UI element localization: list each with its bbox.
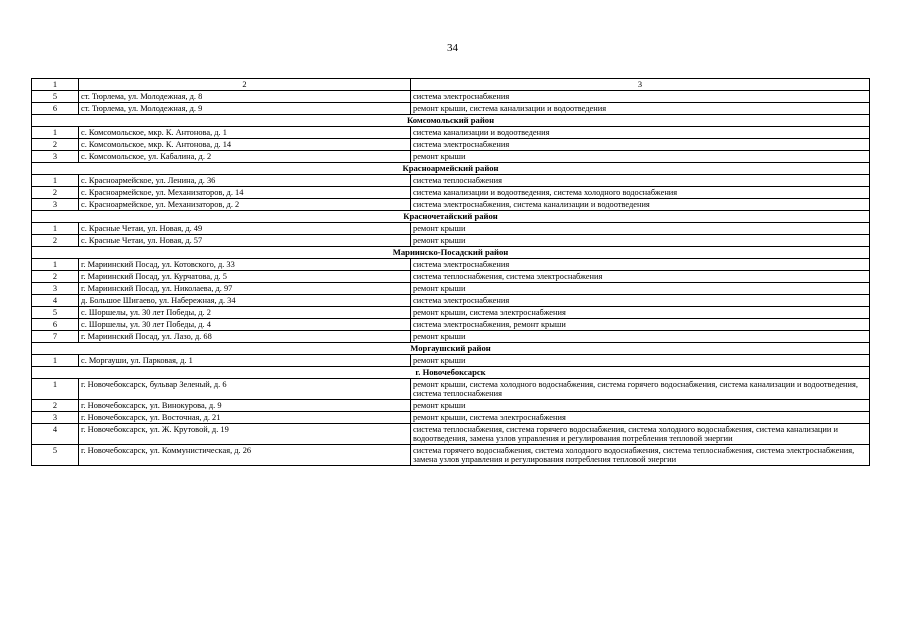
district-heading: Красночетайский район	[32, 211, 870, 223]
table-row	[32, 127, 870, 139]
table-row	[32, 307, 870, 319]
header-cell-address: 2	[79, 79, 411, 91]
district-heading-row	[32, 367, 870, 379]
works-cell: система теплоснабжения, система электроснабжения	[411, 271, 870, 283]
row-number-cell: 2	[32, 235, 79, 247]
address-cell: г. Новочебоксарск, ул. Винокурова, д. 9	[79, 400, 411, 412]
works-cell: система электроснабжения	[411, 295, 870, 307]
table-row	[32, 412, 870, 424]
table-row	[32, 103, 870, 115]
address-cell: г. Новочебоксарск, бульвар Зеленый, д. 6	[79, 379, 411, 400]
page-number: 34	[447, 42, 458, 54]
table-row	[32, 235, 870, 247]
address-cell: с. Моргауши, ул. Парковая, д. 1	[79, 355, 411, 367]
address-cell: с. Комсомольское, ул. Кабалина, д. 2	[79, 151, 411, 163]
works-cell: ремонт крыши	[411, 151, 870, 163]
table-row	[32, 175, 870, 187]
table-row	[32, 187, 870, 199]
works-cell: система электроснабжения, система канализации и водоотведения	[411, 199, 870, 211]
address-cell: с. Красные Четаи, ул. Новая, д. 49	[79, 223, 411, 235]
works-cell: система канализации и водоотведения, система холодного водоснабжения	[411, 187, 870, 199]
works-cell: система теплоснабжения	[411, 175, 870, 187]
table-row	[32, 139, 870, 151]
table-row	[32, 319, 870, 331]
address-cell: ст. Тюрлема, ул. Молодежная, д. 8	[79, 91, 411, 103]
address-cell: с. Комсомольское, мкр. К. Антонова, д. 1	[79, 127, 411, 139]
district-heading: Красноармейский район	[32, 163, 870, 175]
row-number-cell: 1	[32, 127, 79, 139]
district-heading-row	[32, 163, 870, 175]
works-cell: ремонт крыши	[411, 235, 870, 247]
header-cell-number: 1	[32, 79, 79, 91]
address-cell: с. Шоршелы, ул. 30 лет Победы, д. 2	[79, 307, 411, 319]
row-number-cell: 1	[32, 175, 79, 187]
table-row	[32, 259, 870, 271]
header-row	[32, 79, 870, 91]
address-cell: с. Комсомольское, мкр. К. Антонова, д. 14	[79, 139, 411, 151]
row-number-cell: 2	[32, 187, 79, 199]
district-heading: г. Новочебоксарск	[32, 367, 870, 379]
row-number-cell: 1	[32, 223, 79, 235]
works-cell: ремонт крыши, система канализации и водоотведения	[411, 103, 870, 115]
address-cell: г. Мариинский Посад, ул. Курчатова, д. 5	[79, 271, 411, 283]
works-cell: ремонт крыши	[411, 283, 870, 295]
table-row	[32, 331, 870, 343]
works-cell: ремонт крыши	[411, 223, 870, 235]
row-number-cell: 6	[32, 103, 79, 115]
row-number-cell: 2	[32, 400, 79, 412]
works-cell: система электроснабжения, ремонт крыши	[411, 319, 870, 331]
address-cell: г. Мариинский Посад, ул. Котовского, д. 33	[79, 259, 411, 271]
address-cell: г. Мариинский Посад, ул. Николаева, д. 97	[79, 283, 411, 295]
header-cell-works: 3	[411, 79, 870, 91]
row-number-cell: 3	[32, 412, 79, 424]
address-cell: с. Красноармейское, ул. Механизаторов, д. 14	[79, 187, 411, 199]
district-heading: Мариинско-Посадский район	[32, 247, 870, 259]
works-cell: ремонт крыши	[411, 331, 870, 343]
works-cell: система теплоснабжения, система горячего водоснабжения, система холодного водоснабжения, система канализации и водоотведения, замена узлов управления и регулирования потребления тепловой энергии	[411, 424, 870, 445]
row-number-cell: 1	[32, 259, 79, 271]
works-cell: ремонт крыши	[411, 355, 870, 367]
table-body	[32, 79, 870, 466]
row-number-cell: 3	[32, 199, 79, 211]
address-cell: г. Новочебоксарск, ул. Ж. Крутовой, д. 19	[79, 424, 411, 445]
table-row	[32, 91, 870, 103]
works-cell: система электроснабжения	[411, 259, 870, 271]
row-number-cell: 1	[32, 379, 79, 400]
row-number-cell: 1	[32, 355, 79, 367]
works-cell: система канализации и водоотведения	[411, 127, 870, 139]
table-row	[32, 151, 870, 163]
address-cell: г. Новочебоксарск, ул. Восточная, д. 21	[79, 412, 411, 424]
district-heading-row	[32, 343, 870, 355]
row-number-cell: 6	[32, 319, 79, 331]
works-cell: ремонт крыши, система электроснабжения	[411, 307, 870, 319]
table-row	[32, 223, 870, 235]
works-cell: система электроснабжения	[411, 139, 870, 151]
works-cell: система электроснабжения	[411, 91, 870, 103]
works-cell: система горячего водоснабжения, система холодного водоснабжения, система теплоснабжения, система электроснабжения, замена узлов управления и регулирования потребления тепловой энергии	[411, 445, 870, 466]
row-number-cell: 5	[32, 307, 79, 319]
works-cell: ремонт крыши, система электроснабжения	[411, 412, 870, 424]
address-cell: с. Красноармейское, ул. Механизаторов, д. 2	[79, 199, 411, 211]
address-cell: г. Мариинский Посад, ул. Лазо, д. 68	[79, 331, 411, 343]
address-cell: с. Шоршелы, ул. 30 лет Победы, д. 4	[79, 319, 411, 331]
address-cell: ст. Тюрлема, ул. Молодежная, д. 9	[79, 103, 411, 115]
table-row	[32, 199, 870, 211]
address-cell: с. Красноармейское, ул. Ленина, д. 36	[79, 175, 411, 187]
works-cell: ремонт крыши, система холодного водоснабжения, система горячего водоснабжения, система канализации и водоотведения, система теплоснабжения	[411, 379, 870, 400]
table-row	[32, 400, 870, 412]
district-heading: Моргаушский район	[32, 343, 870, 355]
district-heading: Комсомольский район	[32, 115, 870, 127]
table-row	[32, 379, 870, 400]
table-row	[32, 295, 870, 307]
row-number-cell: 2	[32, 139, 79, 151]
table-row	[32, 271, 870, 283]
works-table	[31, 78, 870, 466]
row-number-cell: 5	[32, 445, 79, 466]
district-heading-row	[32, 115, 870, 127]
table-row	[32, 355, 870, 367]
address-cell: с. Красные Четаи, ул. Новая, д. 57	[79, 235, 411, 247]
row-number-cell: 3	[32, 151, 79, 163]
row-number-cell: 3	[32, 283, 79, 295]
district-heading-row	[32, 211, 870, 223]
works-cell: ремонт крыши	[411, 400, 870, 412]
row-number-cell: 4	[32, 295, 79, 307]
row-number-cell: 4	[32, 424, 79, 445]
table-row	[32, 424, 870, 445]
address-cell: д. Большое Шигаево, ул. Набережная, д. 34	[79, 295, 411, 307]
table-row	[32, 445, 870, 466]
row-number-cell: 5	[32, 91, 79, 103]
row-number-cell: 7	[32, 331, 79, 343]
district-heading-row	[32, 247, 870, 259]
address-cell: г. Новочебоксарск, ул. Коммунистическая, д. 26	[79, 445, 411, 466]
row-number-cell: 2	[32, 271, 79, 283]
table-row	[32, 283, 870, 295]
